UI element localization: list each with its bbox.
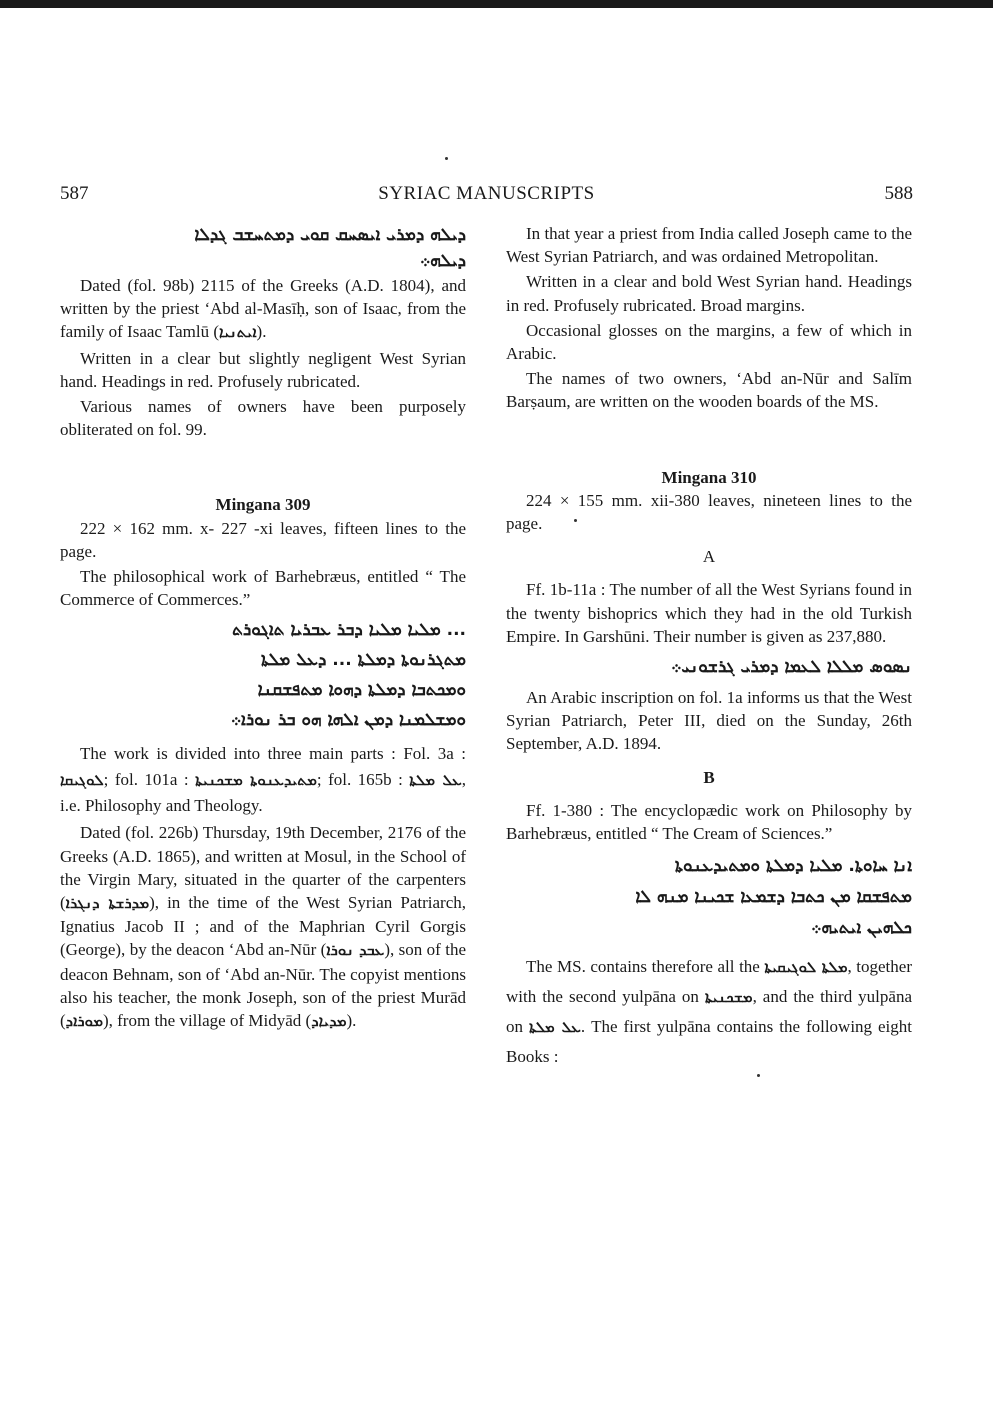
syriac-line: ܕܝܠܗ܀ [419, 251, 466, 271]
owners-paragraph: Various names of owners have been purposely obliterated on fol. 99. [60, 397, 466, 440]
encyclopaedic-paragraph: Ff. 1-380 : The encyclopædic work on Philosophy by Barhebræus, entitled “ The Cream of Sciences.” [506, 800, 912, 844]
page-header [60, 183, 913, 209]
contents-paragraph: The MS. contains therefore all the ܡܠܬܐ ܠܘܓܝܩܝܬܐ, together with the second yulpāna on ܡܫܟܢܝܬܐ, and the third yulpāna on ܥܠ ܡܠܬܐ. The first yulpāna contains the following eight Books : [506, 957, 912, 1067]
margin-speck [757, 1074, 760, 1077]
syriac-title [60, 222, 466, 274]
hand-paragraph: Written in a clear and bold West Syrian hand. Headings in red. Profusely rubricated. Broad margins. [506, 272, 912, 315]
colophon-paragraph: Dated (fol. 226b) Thursday, 19th December, 2176 of the Greeks (A.D. 1865), and written at Mosul, in the School of the Virgin Mary, situated in the quarter of the carpenters (ܡܕܪܫܬܐ ܕܢܓܪܐ), in the time of the West Syrian Patriarch, Ignatius Jacob II ; and of the Maphrian Cyril Gorgis (George), by the deacon ‘Abd an-Nūr (ܥܒܕ ܢܘܪܐ), son of the deacon Behnam, son of ‘Abd an-Nūr. The copyist mentions also his teacher, the monk Joseph, son of the priest Murād (ܡܘܪܐܕ), from the village of Midyād (ܡܕܝܐܕ). [60, 823, 466, 1031]
glosses-paragraph: Occasional glosses on the margins, a few of which in Arabic. [506, 320, 912, 364]
syriac-word: ܡܫܟܢܝܬܐ [704, 988, 753, 1007]
syriac-word: ܠܘܓܝܩܐ [60, 771, 104, 790]
syriac-line: ... ܡܠܝܐ ܡܠܝܐ ܕܒܪ ܥܒܪܝܐ ܬܐܓܘܪܬ [232, 620, 466, 641]
syriac-line-a [506, 654, 912, 680]
owners-paragraph: The names of two owners, ‘Abd an-Nūr and Salīm Barṣaum, are written on the wooden boards of the MS. [506, 369, 912, 412]
section-heading-mingana-310: Mingana 310 [661, 467, 757, 487]
syriac-line: ܘܡܫܠܡܢܐ ܕܡܢ ܐܠܗܐ ܗܘ ܒܪ ܢܘܪܐ܀ [230, 710, 466, 731]
syriac-line: ܢܣܘܣ ܡܠܠܐ ܠܥܡܐ ܕܡܪܝ ܓܪܫܘܢܝ܀ [671, 657, 912, 678]
page-number-left: 587 [60, 183, 89, 204]
top-edge-rule [0, 0, 993, 8]
section-heading-mingana-309: Mingana 309 [215, 495, 311, 515]
syriac-word: ܥܠ ܡܠܬܐ [528, 1018, 581, 1037]
syriac-word: ܥܠ ܡܠܬܐ [409, 771, 462, 790]
dimensions-paragraph: 222 × 162 mm. x- 227 -xi leaves, fifteen lines to the page. [60, 518, 466, 561]
syriac-line: ܡܬܓܪܢܘܬܐ ܕܡܠܬܐ ... ܕܥܠ ܡܠܬܐ [261, 650, 466, 671]
syriac-word: ܡܬܝܕܥܢܘܬܐ ܡܫܟܢܝܬܐ [195, 771, 317, 790]
syriac-incipit-b [506, 851, 912, 944]
subsection-letter-a: A [702, 547, 716, 567]
page-number-right: 588 [884, 183, 913, 204]
dimensions-paragraph: 224 × 155 mm. xii-380 leaves, nineteen lines to the page. [506, 490, 912, 534]
syriac-word: ܡܠܬܐ ܠܘܓܝܩܝܬܐ [764, 958, 848, 977]
dating-paragraph: Dated (fol. 98b) 2115 of the Greeks (A.D. 1804), and written by the priest ‘Abd al-Masīḥ, son of Isaac, from the family of Isaac Tamlū (ܐܝܬܢܝܐ). [60, 276, 466, 342]
margin-speck [445, 157, 448, 160]
running-title: SYRIAC MANUSCRIPTS [378, 183, 595, 204]
hand-paragraph: Written in a clear but slightly negligent West Syrian hand. Headings in red. Profusely rubricated. [60, 348, 466, 391]
syriac-incipit [60, 615, 466, 735]
syriac-line: ܕܝܠܗ ܕܡܪܝ ܐܝܣܚܩ ܩܘܝ ܕܡܬܚܫܒ ܓܕܠܐ [194, 225, 466, 245]
subsection-letter-b: B [703, 767, 715, 787]
syriac-word: ܐܝܬܢܝܐ [219, 323, 257, 342]
title-paragraph: The philosophical work of Barhebræus, entitled “ The Commerce of Commerces.” [60, 567, 466, 610]
bishoprics-paragraph: Ff. 1b-11a : The number of all the West Syrians found in the twenty bishoprics which they had in the old Turkish Empire. In Garshūni. Their number is given as 237,880. [506, 580, 912, 646]
inscription-paragraph: An Arabic inscription on fol. 1a informs us that the West Syrian Patriarch, Peter III, died on the Sunday, 26th September, A.D. 1894. [506, 688, 912, 754]
syriac-word: ܡܕܝܐܕ [311, 1012, 347, 1031]
syriac-line: ܘܡܟܬܒܐ ܕܡܠܬܐ ܕܗܘܐ ܡܬܦܫܩܢܐ [257, 680, 466, 701]
syriac-line: ܐܢܐ ܚܐܘܬܐ. ܡܠܝܐ ܕܡܠܬܐ ܘܡܬܝܕܥܢܘܬܐ [674, 856, 912, 877]
divisions-paragraph: The work is divided into three main parts : Fol. 3a : ܠܘܓܝܩܐ; fol. 101a : ܡܬܝܕܥܢܘܬܐ ܡܫܟܢܝܬܐ; fol. 165b : ܥܠ ܡܠܬܐ, i.e. Philosophy and Theology. [60, 744, 466, 816]
syriac-word: ܡܘܪܐܕ [65, 1012, 103, 1031]
left-column [60, 222, 466, 1035]
metropolitan-paragraph: In that year a priest from India called Joseph came to the West Syrian Patriarch, and was ordained Metropolitan. [506, 224, 912, 267]
syriac-line: ܟܠܗܝܢ ܐܝܬܝܗ܀ [811, 918, 912, 939]
right-column [506, 222, 912, 1074]
syriac-line: ܡܬܦܫܩܐ ܡܢ ܟܬܒܐ ܕܫܡܥܐ ܫܟܝܢܐ ܡܢܗ ܠܐ [635, 887, 912, 908]
syriac-word: ܥܒܕ ܢܘܪܐ [326, 941, 385, 960]
syriac-word: ܡܕܪܫܬܐ ܕܢܓܪܐ [65, 894, 150, 913]
